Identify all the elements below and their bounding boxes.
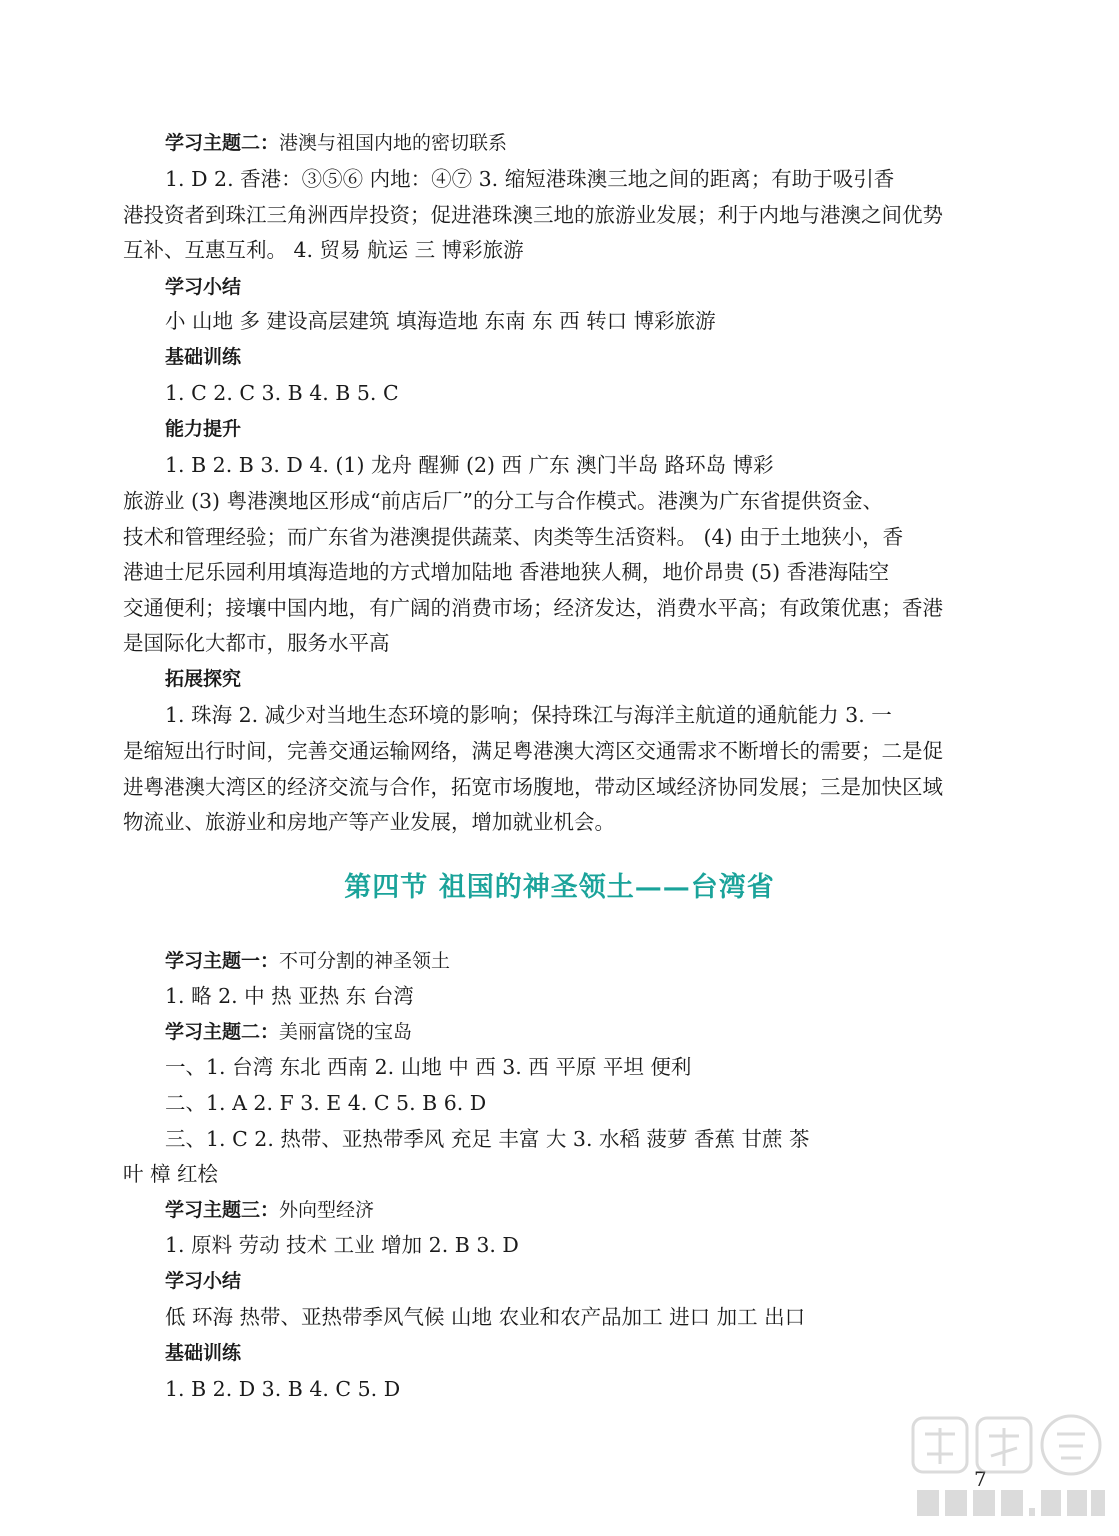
watermark-url-block (1041, 1490, 1061, 1516)
s4-theme3-title: 外向型经济 (279, 1199, 375, 1221)
watermark-url-block (973, 1490, 995, 1516)
s4-theme2-title: 美丽富饶的宝岛 (279, 1021, 413, 1043)
text-line: 低 环海 热带、亚热带季风气候 山地 农业和农产品加工 进口 加工 出口 (165, 1305, 806, 1329)
text-line: 1. 原料 劳动 技术 工业 增加 2. B 3. D (165, 1233, 519, 1257)
watermark-url-dot (1029, 1508, 1035, 1516)
text-line: 小 山地 多 建设高层建筑 填海造地 东南 东 西 转口 博彩旅游 (165, 309, 716, 333)
text-line: 是缩短出行时间，完善交通运输网络，满足粤港澳大湾区交通需求不断增长的需要；二是促 (123, 739, 943, 763)
text-line: 是国际化大都市，服务水平高 (123, 631, 390, 655)
watermark-url-block (1091, 1490, 1105, 1516)
ability-heading: 能力提升 (165, 418, 242, 440)
text-line: 1. C 2. C 3. B 4. B 5. C (165, 381, 399, 405)
basic-training-heading: 基础训练 (165, 346, 242, 368)
text-line: 互补、互惠互利。 4. 贸易 航运 三 博彩旅游 (123, 238, 524, 262)
text-line: 二、1. A 2. F 3. E 4. C 5. B 6. D (165, 1091, 487, 1115)
theme2-title: 港澳与祖国内地的密切联系 (279, 132, 508, 154)
text-line: 港投资者到珠江三角洲西岸投资；促进港珠澳三地的旅游业发展；利于内地与港澳之间优势 (123, 203, 943, 227)
s4-theme2-label: 学习主题二： (165, 1021, 280, 1043)
watermark-logo (905, 1410, 1110, 1530)
text-line: 一、1. 台湾 东北 西南 2. 山地 中 西 3. 西 平原 平坦 便利 (165, 1055, 692, 1079)
page-number: 7 (974, 1467, 987, 1491)
watermark-url-block (1067, 1490, 1087, 1516)
s4-theme3-heading (165, 1197, 374, 1223)
text-line: 旅游业 (3) 粤港澳地区形成“前店后厂”的分工与合作模式。港澳为广东省提供资金、 (123, 489, 884, 513)
theme2-heading (165, 130, 507, 156)
text-line: 1. D 2. 香港：③⑤⑥ 内地：④⑦ 3. 缩短港珠澳三地之间的距离；有助于吸引香 (165, 167, 895, 191)
summary-heading: 学习小结 (165, 276, 242, 298)
watermark-url-block (917, 1490, 939, 1516)
section-title: 第四节 祖国的神圣领土——台湾省 (344, 872, 775, 903)
text-line: 技术和管理经验；而广东省为港澳提供蔬菜、肉类等生活资料。 (4) 由于土地狭小，香 (123, 525, 904, 549)
s4-theme2-heading (165, 1019, 412, 1045)
watermark-url-block (1001, 1490, 1023, 1516)
text-line: 三、1. C 2. 热带、亚热带季风 充足 丰富 大 3. 水稻 菠萝 香蕉 甘蔗 茶 (165, 1127, 810, 1151)
theme2-label: 学习主题二： (165, 132, 280, 154)
s4-summary-heading: 学习小结 (165, 1270, 242, 1292)
text-line: 1. 略 2. 中 热 亚热 东 台湾 (165, 984, 414, 1008)
s4-basic-training-heading: 基础训练 (165, 1342, 242, 1364)
text-line: 港迪士尼乐园利用填海造地的方式增加陆地 香港地狭人稠，地价昂贵 (5) 香港海陆空 (123, 560, 890, 584)
s4-theme1-label: 学习主题一： (165, 950, 280, 972)
s4-theme1-heading (165, 948, 450, 974)
s4-theme3-label: 学习主题三： (165, 1199, 280, 1221)
text-line: 叶 樟 红桧 (123, 1162, 219, 1186)
s4-theme1-title: 不可分割的神圣领土 (279, 950, 451, 972)
text-line: 交通便利；接壤中国内地，有广阔的消费市场；经济发达，消费水平高；有政策优惠；香港 (123, 596, 943, 620)
text-line: 1. B 2. B 3. D 4. (1) 龙舟 醒狮 (2) 西 广东 澳门半岛 路环岛 博彩 (165, 453, 774, 477)
text-line: 进粤港澳大湾区的经济交流与合作，拓宽市场腹地，带动区域经济协同发展；三是加快区域 (123, 775, 943, 799)
text-line: 物流业、旅游业和房地产等产业发展，增加就业机会。 (123, 810, 615, 834)
text-line: 1. B 2. D 3. B 4. C 5. D (165, 1377, 401, 1401)
text-line: 1. 珠海 2. 减少对当地生态环境的影响；保持珠江与海洋主航道的通航能力 3. 一 (165, 703, 892, 727)
watermark-url-block (945, 1490, 967, 1516)
explore-heading: 拓展探究 (165, 668, 242, 690)
